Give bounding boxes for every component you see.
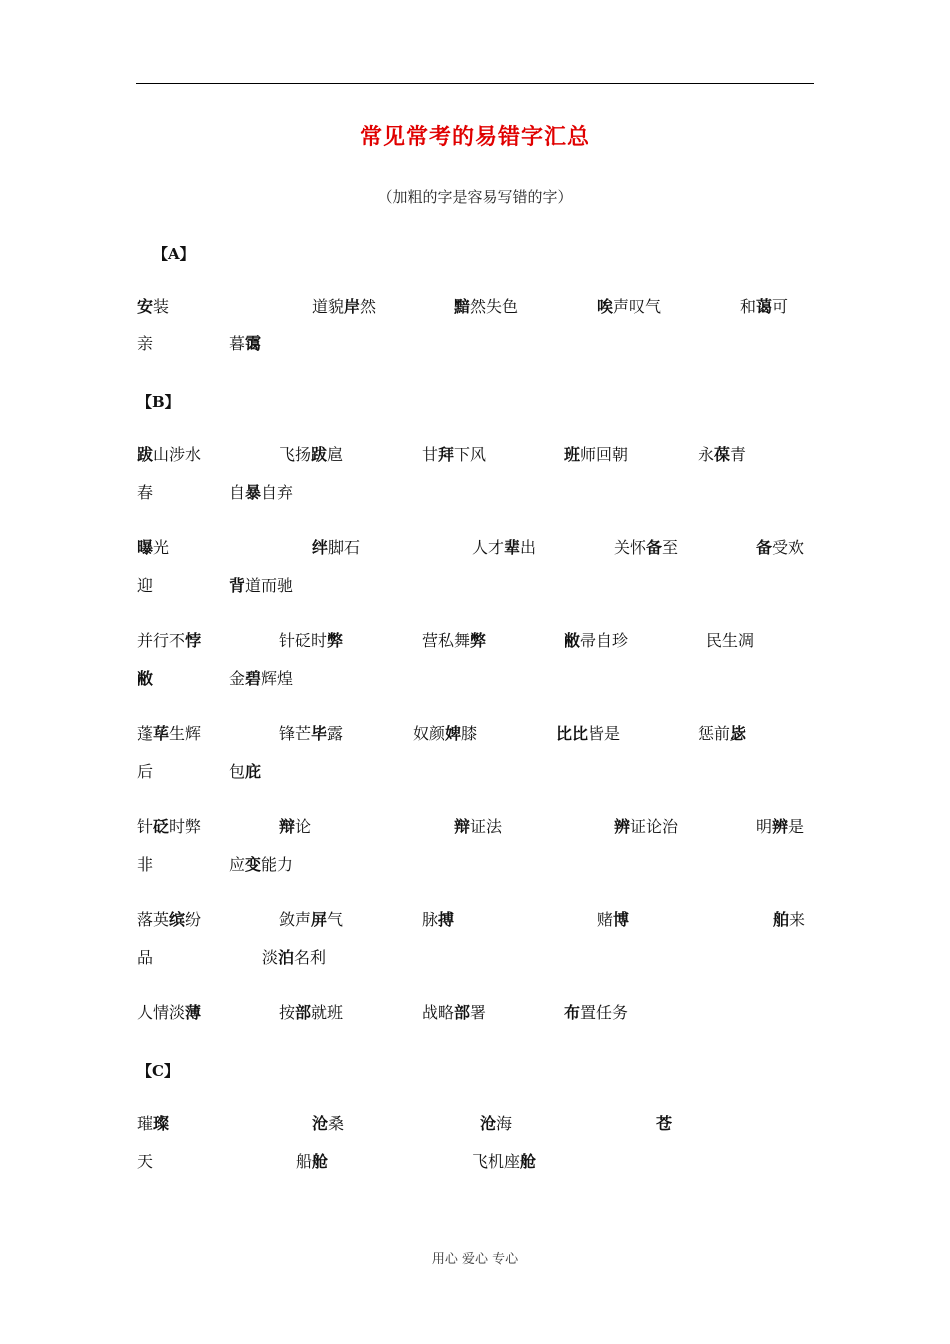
word-item: 明辨是	[756, 817, 805, 836]
word-item: 黯然失色	[454, 297, 519, 316]
word-item: 人情淡薄	[137, 1003, 202, 1022]
header-rule	[136, 83, 814, 84]
word-item: 舶来	[773, 910, 806, 929]
word-item: 营私舞弊	[422, 631, 487, 650]
word-item: 亲	[137, 334, 154, 353]
word-item: 迎	[137, 576, 154, 595]
word-item: 关怀备至	[614, 538, 679, 557]
word-item: 和蔼可	[740, 297, 789, 316]
word-item: 绊脚石	[312, 538, 361, 557]
word-item: 布置任务	[564, 1003, 629, 1022]
word-item: 比比皆是	[556, 724, 621, 743]
page-footer: 用心 爱心 专心	[431, 1252, 519, 1267]
section-heading-c: 【C】	[137, 1062, 179, 1080]
word-item: 战略部署	[422, 1003, 487, 1022]
word-item: 针砭时弊	[279, 631, 344, 650]
word-item: 跋山涉水	[137, 445, 202, 464]
word-item: 班师回朝	[564, 445, 629, 464]
word-item: 甘拜下风	[422, 445, 487, 464]
page-subtitle: （加粗的字是容易写错的字）	[377, 188, 573, 206]
section-heading-b: 【B】	[137, 393, 180, 411]
word-item: 备受欢	[756, 538, 805, 557]
word-item: 脉搏	[422, 910, 455, 929]
word-item: 品	[137, 948, 154, 967]
word-item: 赌博	[597, 910, 630, 929]
word-item: 惩前毖	[698, 724, 747, 743]
word-item: 敝帚自珍	[564, 631, 629, 650]
word-item: 飞扬跋扈	[279, 445, 344, 464]
word-item: 包庇	[229, 762, 262, 781]
word-item: 永葆青	[698, 445, 747, 464]
word-item: 应变能力	[229, 855, 294, 874]
word-item: 璀璨	[137, 1114, 170, 1133]
word-item: 金碧辉煌	[229, 669, 294, 688]
word-item: 人才辈出	[472, 538, 537, 557]
word-item: 淡泊名利	[262, 948, 327, 967]
word-item: 苍	[656, 1114, 673, 1133]
word-item: 针砭时弊	[137, 817, 202, 836]
word-item: 并行不悖	[137, 631, 202, 650]
word-item: 自暴自弃	[229, 483, 294, 502]
word-item: 船舱	[296, 1152, 329, 1171]
word-item: 安装	[137, 297, 170, 316]
word-item: 飞机座舱	[472, 1152, 537, 1171]
word-item: 唉声叹气	[597, 297, 662, 316]
word-item: 曝光	[137, 538, 170, 557]
word-item: 民生凋	[706, 631, 755, 650]
word-item: 沧海	[480, 1114, 513, 1133]
word-item: 按部就班	[279, 1003, 344, 1022]
word-item: 辨证论治	[614, 817, 679, 836]
word-item: 后	[137, 762, 154, 781]
word-item: 锋芒毕露	[279, 724, 344, 743]
section-heading-a: 【A】	[153, 245, 195, 263]
word-item: 辩证法	[454, 817, 503, 836]
word-item: 天	[137, 1152, 154, 1171]
word-item: 暮霭	[229, 334, 262, 353]
word-item: 蓬荜生辉	[137, 724, 202, 743]
word-item: 背道而驰	[229, 576, 294, 595]
word-item: 春	[137, 483, 154, 502]
word-item: 非	[137, 855, 154, 874]
word-item: 敝	[137, 669, 154, 688]
word-item: 沧桑	[312, 1114, 345, 1133]
word-item: 敛声屏气	[279, 910, 344, 929]
word-item: 辩论	[279, 817, 312, 836]
word-item: 道貌岸然	[312, 297, 377, 316]
page-title: 常见常考的易错字汇总	[359, 124, 590, 150]
word-item: 奴颜婢膝	[413, 724, 478, 743]
word-item: 落英缤纷	[137, 910, 202, 929]
